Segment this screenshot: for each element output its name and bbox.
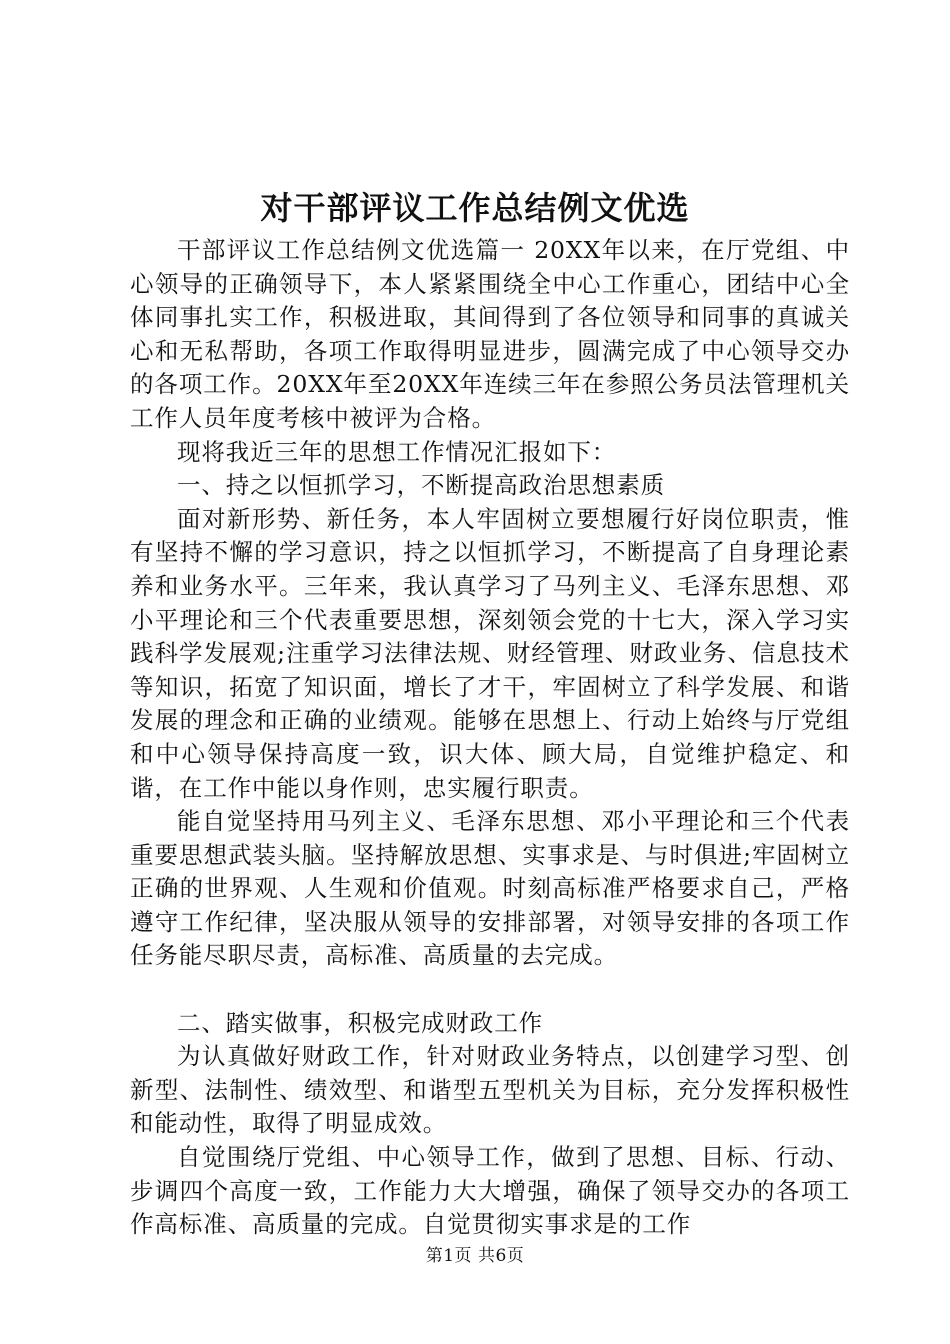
document-body [130, 234, 850, 1242]
paragraph-report-lead: 现将我近三年的思想工作情况汇报如下： [177, 437, 617, 466]
blank-line [130, 973, 850, 1007]
document-title: 对干部评议工作总结例文优选 [260, 189, 690, 227]
section-heading-1: 一、持之以恒抓学习，不断提高政治思想素质 [177, 471, 665, 500]
paragraph-study: 面对新形势、新任务，本人牢固树立要想履行好岗位职责，惟有坚持不懈的学习意识，持之以恒抓学习，不断提高了自身理论素养和业务水平。三年来，我认真学习了马列主义、毛泽东思想、邓小平理论和三个代表重要思想，深刻领会党的十七大，深入学习实践科学发展观;注重学习法律法规、财经管理、财政业务、信息技术等知识，拓宽了知识面，增长了才干，牢固树立了科学发展、和谐发展的理念和正确的业绩观。能够在思想上、行动上始终与厅党组和中心领导保持高度一致，识大体、顾大局，自觉维护稳定、和谐，在工作中能以身作则，忠实履行职责。 [130, 504, 850, 802]
section-heading-2: 二、踏实做事，积极完成财政工作 [177, 1008, 543, 1037]
page-footer: 第1页 共6页 [425, 1246, 525, 1266]
paragraph-finance-work: 为认真做好财政工作，针对财政业务特点，以创建学习型、创新型、法制性、绩效型、和谐型五型机关为目标，充分发挥积极性和能动性，取得了明显成效。 [130, 1042, 850, 1138]
paragraph-leadership: 自觉围绕厅党组、中心领导工作，做到了思想、目标、行动、步调四个高度一致，工作能力大大增强，确保了领导交办的各项工作高标准、高质量的完成。自觉贯彻实事求是的工作 [130, 1143, 850, 1239]
paragraph-ideology: 能自觉坚持用马列主义、毛泽东思想、邓小平理论和三个代表重要思想武装头脑。坚持解放思想、实事求是、与时俱进;牢固树立正确的世界观、人生观和价值观。时刻高标准严格要求自己，严格遵守工作纪律，坚决服从领导的安排部署，对领导安排的各项工作任务能尽职尽责，高标准、高质量的去完成。 [130, 807, 850, 970]
paragraph-intro: 干部评议工作总结例文优选篇一 20XX年以来，在厅党组、中心领导的正确领导下，本人紧紧围绕全中心工作重心，团结中心全体同事扎实工作，积极进取，其间得到了各位领导和同事的真诚关心和无私帮助，各项工作取得明显进步，圆满完成了中心领导交办的各项工作。20XX年至20XX年连续三年在参照公务员法管理机关工作人员年度考核中被评为合格。 [130, 236, 850, 432]
